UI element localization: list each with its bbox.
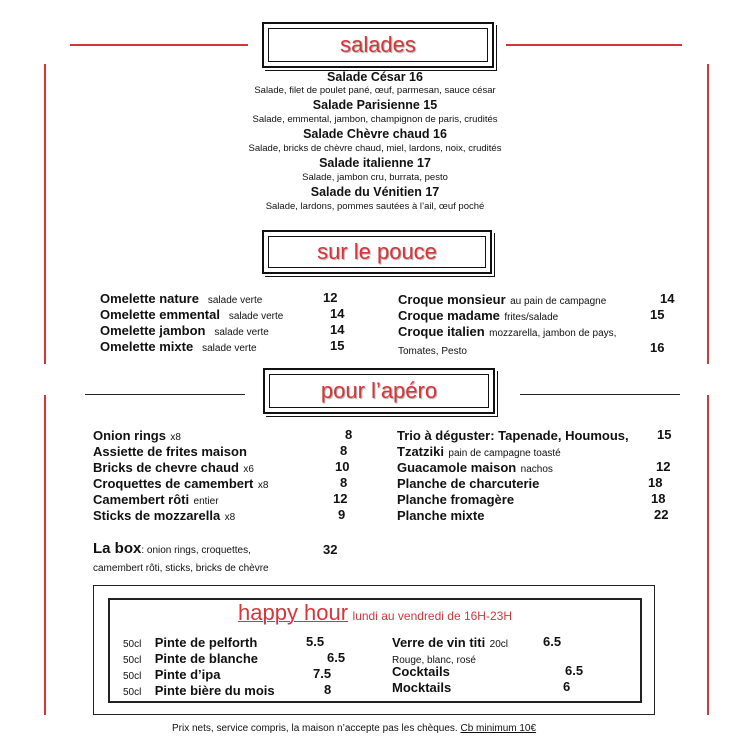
- happy-price: 6.5: [543, 634, 562, 649]
- pouce-price: 15: [330, 338, 345, 353]
- pouce-item: Omelette jambon salade verte: [100, 323, 269, 338]
- pouce-title: sur le pouce: [317, 239, 437, 264]
- apero-price: 18: [648, 475, 663, 490]
- happy-price: 8: [324, 682, 332, 697]
- happy-price: 7.5: [313, 666, 332, 681]
- salade-desc: Salade, bricks de chèvre chaud, miel, lardons, noix, crudités: [248, 143, 502, 154]
- salade-desc: Salade, emmental, jambon, champignon de paris, crudités: [252, 114, 498, 125]
- pouce-price: 14: [660, 291, 675, 306]
- apero-item: Sticks de mozzarella x8: [93, 508, 236, 523]
- apero-price: 12: [333, 491, 348, 506]
- happy-item: 50cl Pinte de pelforth: [123, 635, 258, 650]
- apero-price: 10: [335, 459, 350, 474]
- apero-item: Assiette de frites maison: [93, 444, 247, 459]
- happy-price: 6.5: [565, 663, 584, 678]
- happy-price: 6.5: [327, 650, 346, 665]
- salades-title: salades: [340, 32, 416, 57]
- right-border-upper: [707, 64, 709, 364]
- apero-title-box: [263, 368, 495, 414]
- apero-item: Guacamole maison nachos: [397, 460, 553, 475]
- apero-item: Planche fromagère: [397, 492, 515, 507]
- pouce-title-box: [262, 230, 492, 274]
- salades-title-box: [262, 22, 494, 68]
- pouce-item: Croque monsieur au pain de campagne: [398, 292, 607, 307]
- pouce-price: 14: [330, 322, 345, 337]
- apero-item: Planche de charcuterie: [397, 476, 540, 491]
- pouce-price: 16: [650, 340, 665, 355]
- top-rule-left: [70, 44, 248, 46]
- labox-price: 32: [323, 542, 338, 557]
- salade-desc: Salade, filet de poulet pané, œuf, parmesan, sauce césar: [254, 85, 496, 96]
- happy-hour-heading: [238, 600, 512, 626]
- happy-price: 5.5: [306, 634, 325, 649]
- apero-item: Onion rings x8: [93, 428, 181, 443]
- happy-price: 6: [563, 679, 571, 694]
- happy-item: 50cl Pinte de blanche: [123, 651, 259, 666]
- salade-name: Salade du Vénitien 17: [310, 185, 440, 199]
- top-rule-right: [506, 44, 682, 46]
- happy-item-note: Rouge, blanc, rosé: [392, 655, 476, 666]
- happy-item: 50cl Pinte bière du mois: [123, 683, 275, 698]
- pouce-price: 12: [323, 290, 338, 305]
- pouce-item: Omelette emmental salade verte: [100, 307, 284, 322]
- right-border-lower: [707, 395, 709, 715]
- labox-item: La box: onion rings, croquettes,: [93, 540, 251, 557]
- left-border-lower: [44, 395, 46, 715]
- left-border-upper: [44, 64, 46, 364]
- apero-price: 9: [338, 507, 346, 522]
- apero-price: 18: [651, 491, 666, 506]
- apero-title: pour l’apéro: [320, 378, 438, 403]
- apero-price: 12: [656, 459, 671, 474]
- salade-name: Salade Parisienne 15: [312, 98, 438, 112]
- pouce-item: Croque madame frites/salade: [398, 308, 559, 323]
- pouce-item: Omelette mixte salade verte: [100, 339, 257, 354]
- happy-hour-title: happy hour: [238, 600, 349, 625]
- apero-rule-left: [85, 394, 245, 395]
- footer-text: Prix nets, service compris, la maison n’accepte pas les chèques.: [172, 723, 461, 734]
- apero-price: 8: [340, 443, 348, 458]
- happy-item: Verre de vin titi 20cl: [392, 635, 509, 650]
- apero-price: 15: [657, 427, 672, 442]
- happy-item: Cocktails: [392, 664, 450, 679]
- apero-item: Tzatziki pain de campagne toasté: [397, 444, 561, 459]
- apero-item: Trio à déguster: Tapenade, Houmous,: [397, 428, 629, 443]
- pouce-price: 14: [330, 306, 345, 321]
- pouce-item: Croque italien mozzarella, jambon de pays,: [398, 324, 617, 339]
- apero-item: Bricks de chevre chaud x6: [93, 460, 254, 475]
- apero-item: Planche mixte: [397, 508, 485, 523]
- pouce-item-note: Tomates, Pesto: [398, 346, 467, 357]
- apero-rule-right: [520, 394, 680, 395]
- pouce-item: Omelette nature salade verte: [100, 291, 263, 306]
- labox-desc: camembert rôti, sticks, bricks de chèvre: [93, 563, 269, 574]
- happy-item: 50cl Pinte d’ipa: [123, 667, 221, 682]
- footer-note: [172, 723, 536, 734]
- apero-price: 8: [345, 427, 353, 442]
- apero-price: 22: [654, 507, 669, 522]
- salade-desc: Salade, lardons, pommes sautées à l’ail, œuf poché: [265, 201, 485, 212]
- salade-name: Salade César 16: [327, 70, 423, 84]
- happy-hour-days: lundi au vendredi de 16H-23H: [352, 609, 512, 623]
- footer-cb: Cb minimum 10€: [460, 723, 537, 734]
- apero-item: Camembert rôti entier: [93, 492, 219, 507]
- happy-item: Mocktails: [392, 680, 452, 695]
- pouce-price: 15: [650, 307, 665, 322]
- salade-desc: Salade, jambon cru, burrata, pesto: [302, 172, 448, 183]
- salade-name: Salade italienne 17: [319, 156, 431, 170]
- salade-name: Salade Chèvre chaud 16: [303, 127, 447, 141]
- apero-item: Croquettes de camembert x8: [93, 476, 269, 491]
- apero-price: 8: [340, 475, 348, 490]
